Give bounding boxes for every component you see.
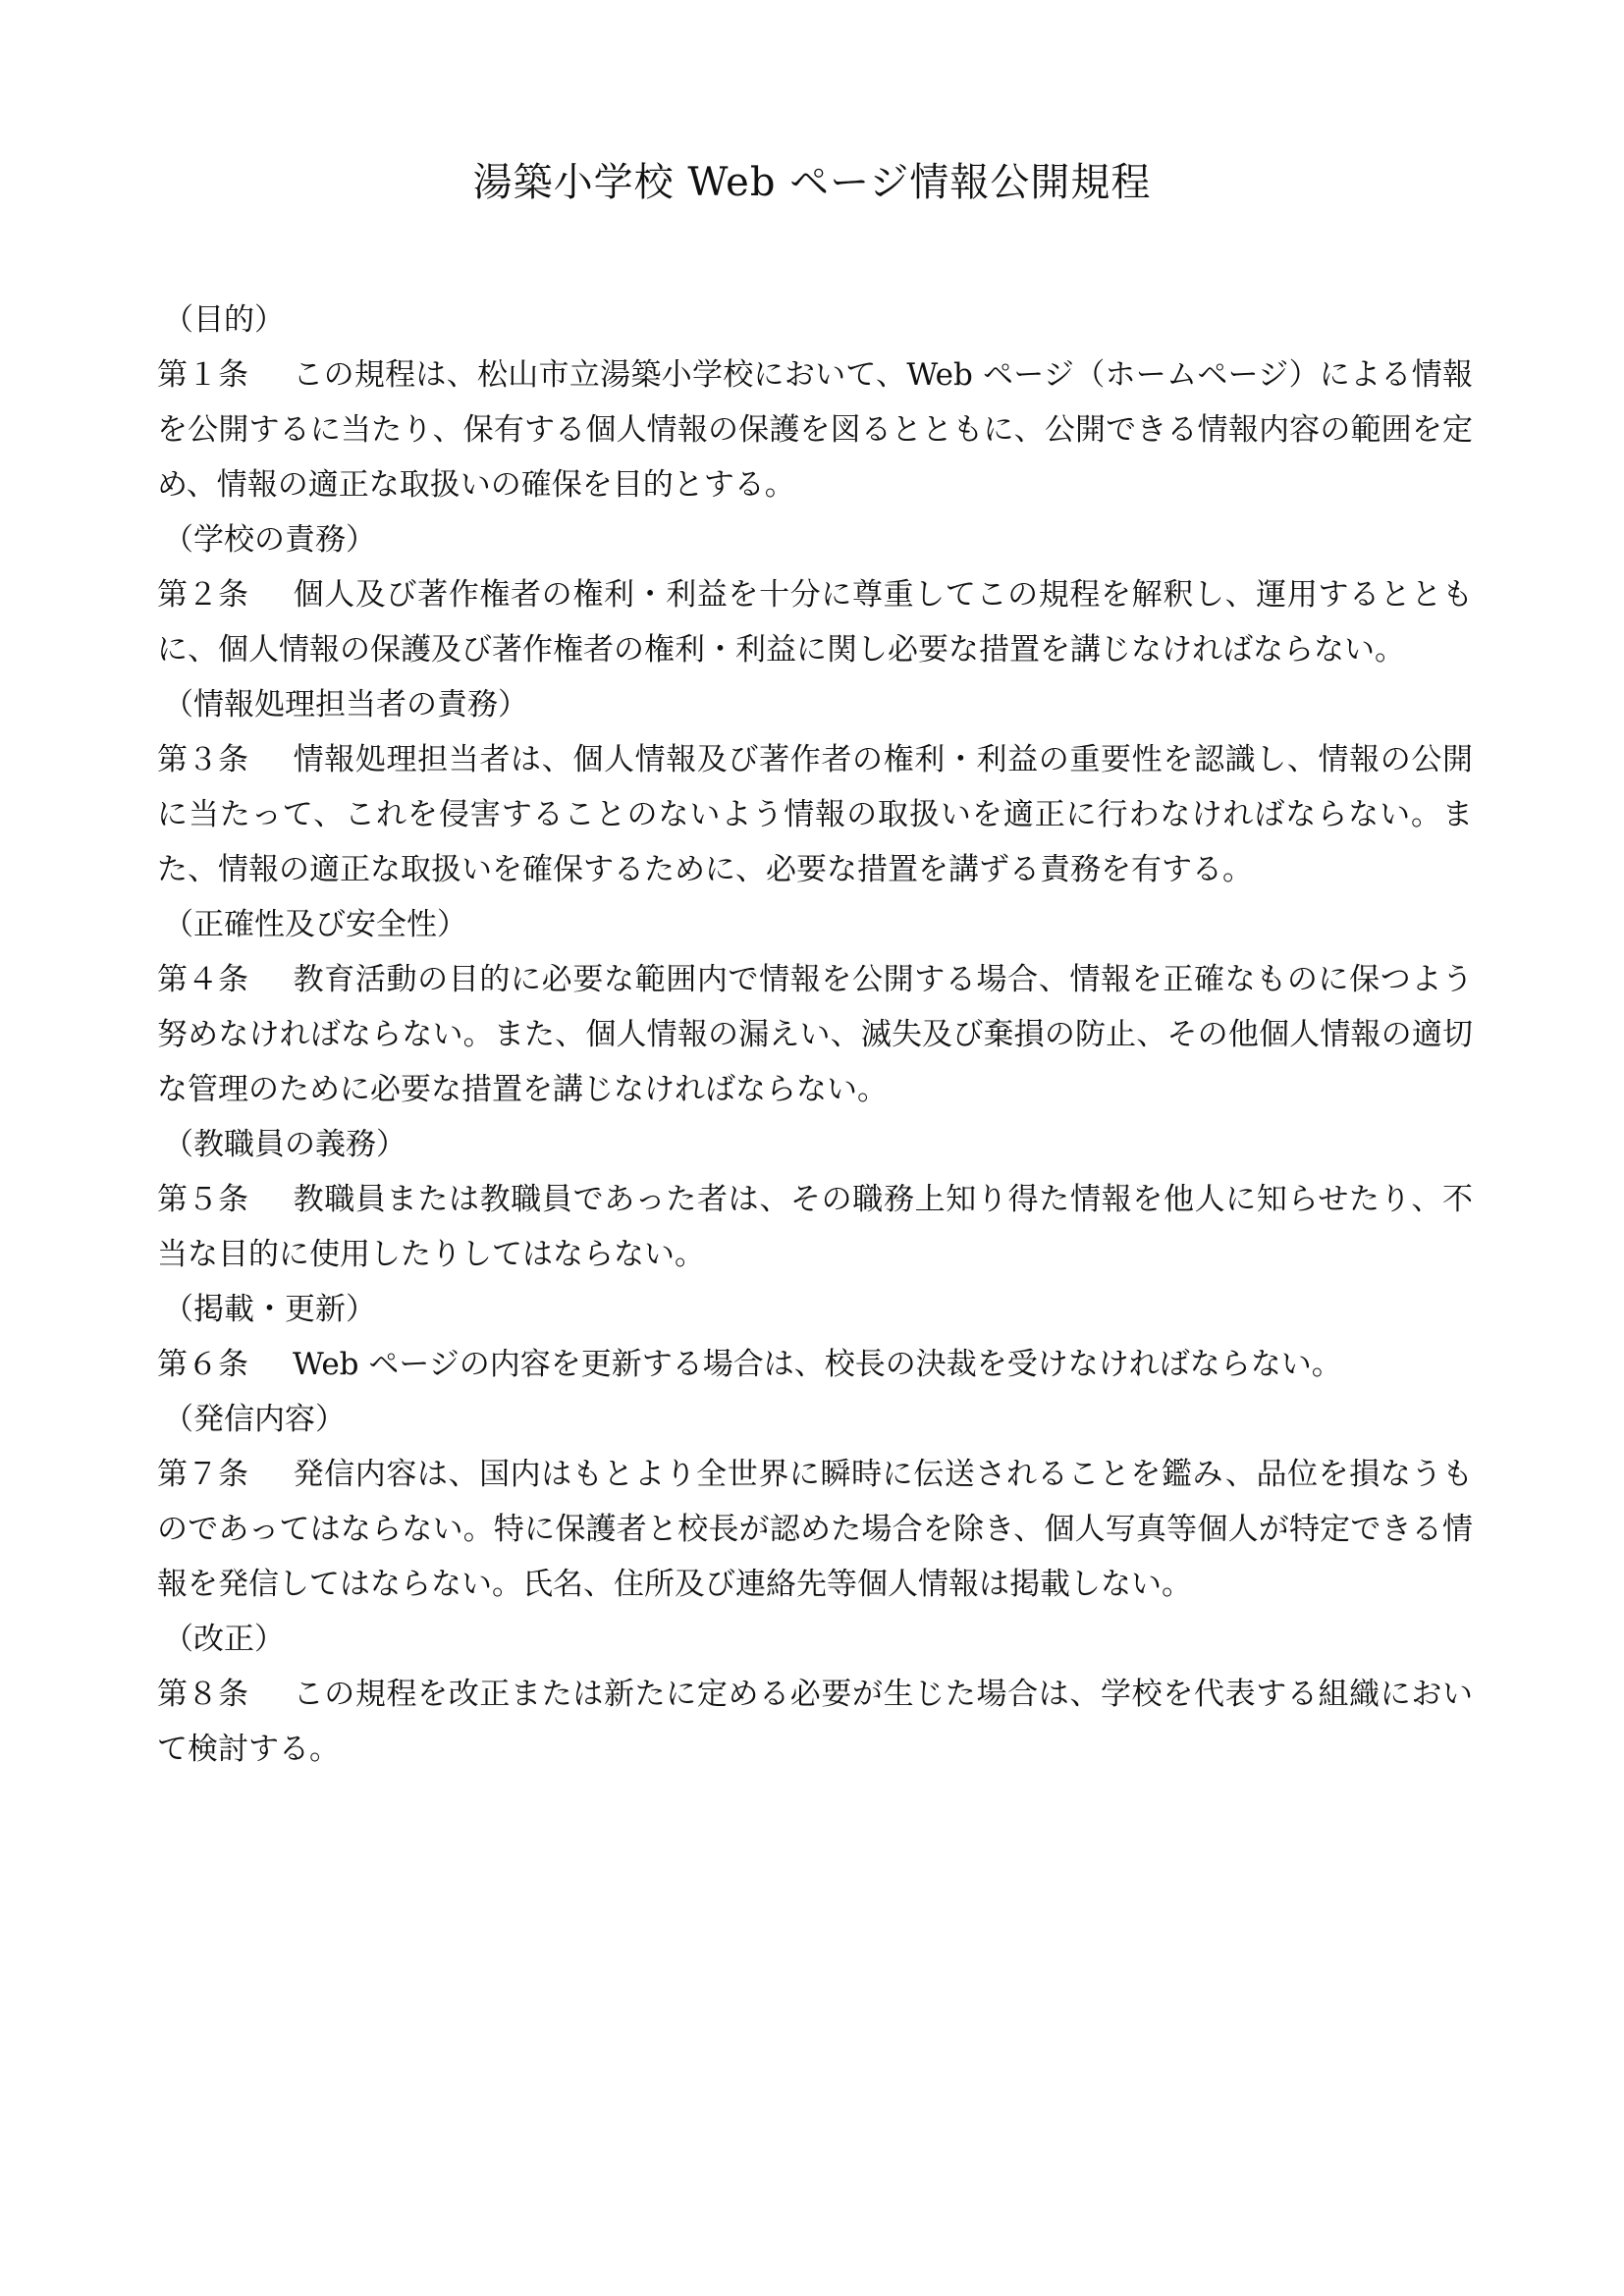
- article-paragraph: [157, 567, 1473, 677]
- article-text: 情報処理担当者は、個人情報及び著作者の権利・利益の重要性を認識し、情報の公開に当たって、これを侵害することのないよう情報の取扱いを適正に行わなければならない。また、情報の適正な取扱いを確保するために、必要な措置を講ずる責務を有する。: [157, 742, 1473, 887]
- article-number: 第３条: [157, 742, 248, 777]
- article-heading: （学校の責務）: [163, 522, 376, 558]
- article-text: 発信内容は、国内はもとより全世界に瞬時に伝送されることを鑑み、品位を損なうものであってはならない。特に保護者と校長が認めた場合を除き、個人写真等個人が特定できる情報を発信してはならない。氏名、住所及び連絡先等個人情報は掲載しない。: [157, 1457, 1473, 1602]
- article-text: 教職員または教職員であった者は、その職務上知り得た情報を他人に知らせたり、不当な目的に使用したりしてはならない。: [157, 1182, 1473, 1272]
- article-heading: （教職員の義務）: [163, 1127, 406, 1162]
- article-heading: （掲載・更新）: [163, 1292, 376, 1327]
- article-heading: （改正）: [163, 1622, 285, 1657]
- article-number: 第６条: [157, 1347, 248, 1382]
- article-number: 第７条: [157, 1457, 248, 1492]
- article-number: 第４条: [157, 962, 248, 997]
- article-paragraph: [157, 1667, 1473, 1777]
- article-text: 教育活動の目的に必要な範囲内で情報を公開する場合、情報を正確なものに保つよう努めなければならない。また、個人情報の漏えい、滅失及び棄損の防止、その他個人情報の適切な管理のために必要な措置を講じなければならない。: [157, 962, 1473, 1107]
- article-paragraph: [157, 347, 1473, 512]
- article-text: Web ページの内容を更新する場合は、校長の決裁を受けなければならない。: [293, 1347, 1342, 1382]
- article-paragraph: [157, 1447, 1473, 1612]
- article-paragraph: [157, 1337, 1473, 1392]
- article-paragraph: [157, 1172, 1473, 1282]
- article-heading: （目的）: [163, 302, 285, 338]
- article-text: この規程は、松山市立湯築小学校において、Web ページ（ホームページ）による情報を公開するに当たり、保有する個人情報の保護を図るとともに、公開できる情報内容の範囲を定め、情報の適正な取扱いの確保を目的とする。: [157, 357, 1473, 503]
- article-number: 第５条: [157, 1182, 248, 1217]
- article-paragraph: [157, 952, 1473, 1117]
- article-number: 第８条: [157, 1677, 248, 1712]
- article-heading: （情報処理担当者の責務）: [163, 687, 528, 722]
- document-body: [157, 293, 1473, 1777]
- article-text: 個人及び著作権者の権利・利益を十分に尊重してこの規程を解釈し、運用するとともに、個人情報の保護及び著作権者の権利・利益に関し必要な措置を講じなければならない。: [157, 577, 1473, 667]
- article-heading: （発信内容）: [163, 1402, 346, 1437]
- article-paragraph: [157, 732, 1473, 897]
- article-number: 第２条: [157, 577, 248, 613]
- article-text: この規程を改正または新たに定める必要が生じた場合は、学校を代表する組織において検討する。: [157, 1677, 1473, 1767]
- article-heading: （正確性及び安全性）: [163, 907, 467, 942]
- article-number: 第１条: [157, 357, 248, 393]
- document-title: 湯築小学校 Web ページ情報公開規程: [472, 160, 1152, 205]
